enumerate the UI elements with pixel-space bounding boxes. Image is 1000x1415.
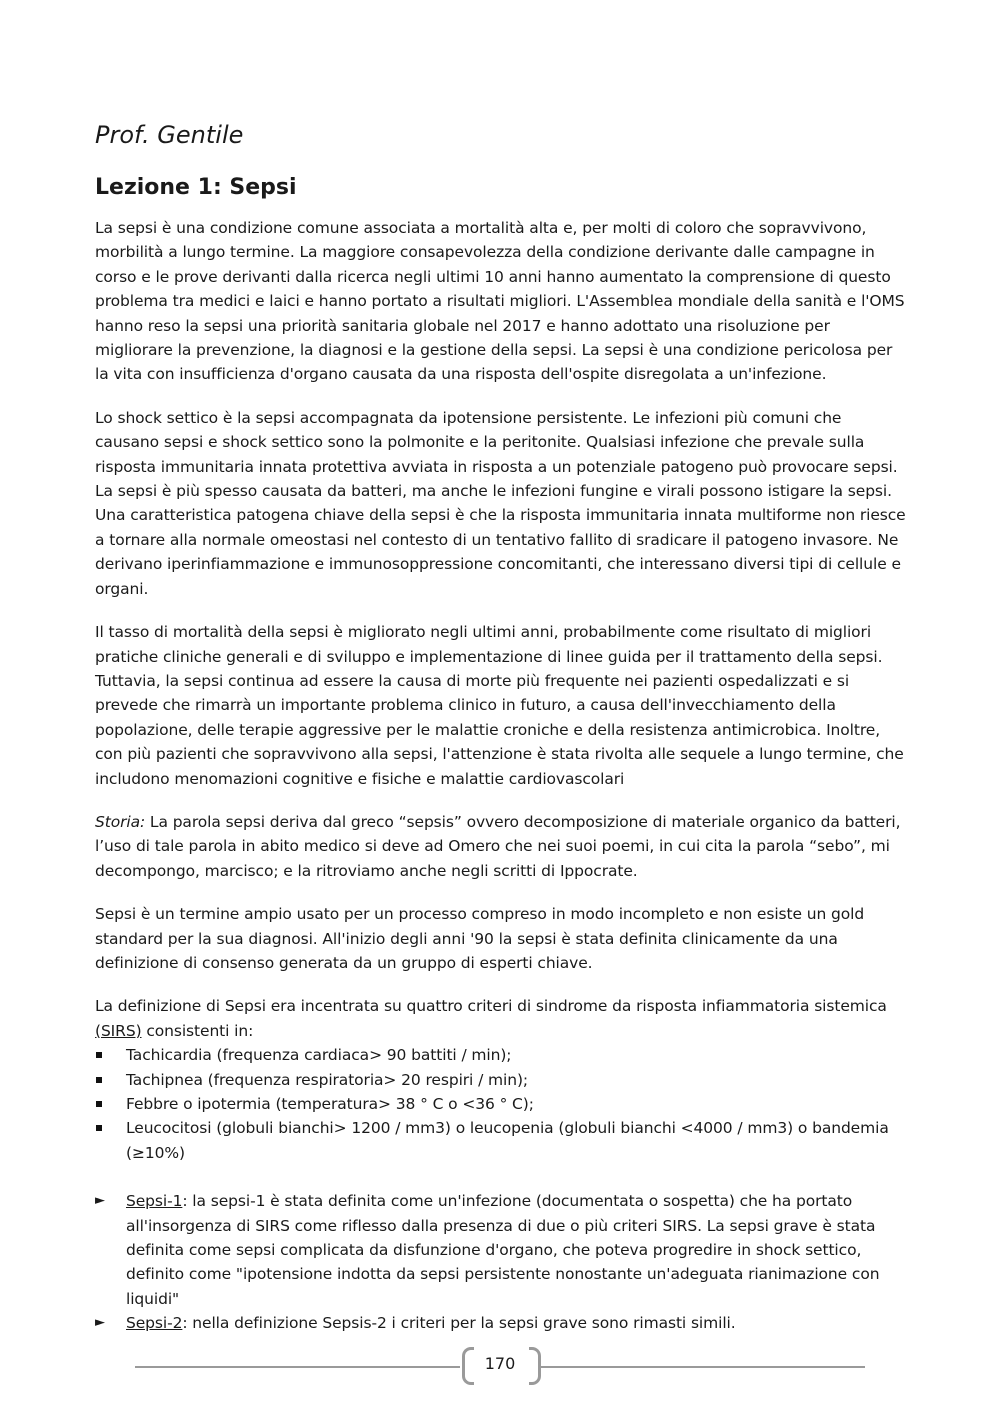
author-heading: Prof. Gentile xyxy=(95,121,244,149)
list-item xyxy=(95,1311,910,1335)
criterion-text: Tachicardia (frequenza cardiaca> 90 battiti / min); xyxy=(126,1046,512,1065)
paragraph-shock: Lo shock settico è la sepsi accompagnata da ipotensione persistente. Le infezioni più comuni che causano sepsi e shock settico sono la polmonite e la peritonite. Qualsiasi infezione che prevale sulla risposta immunitaria innata protettiva avviata in risposta a un potenziale patogeno può provocare sepsi. La sepsi è più spesso causata da batteri, ma anche le infezioni fungine e virali possono istigare la sepsi. Una caratteristica patogena chiave della sepsi è che la risposta immunitaria innata multiforme non riesce a tornare alla normale omeostasi nel contesto di un tentativo fallito di sradicare il patogeno invasore. Ne derivano iperinfiammazione e immunosoppressione concomitanti, che interessano diversi tipi di cellule e organi. xyxy=(95,408,906,598)
criterion-text: Leucocitosi (globuli bianchi> 1200 / mm3) o leucopenia (globuli bianchi <4000 / mm3) o bandemia (≥10%) xyxy=(126,1119,889,1162)
sepsis-definitions-list xyxy=(95,1189,910,1335)
square-bullet-icon xyxy=(96,1077,102,1083)
left-brace-icon xyxy=(462,1347,474,1385)
paragraph-sirs xyxy=(95,994,910,1043)
arrow-bullet-icon: ► xyxy=(95,1193,105,1209)
sirs-acronym: (SIRS) xyxy=(95,1021,142,1040)
list-item xyxy=(95,1189,910,1311)
list-item xyxy=(95,1043,910,1067)
square-bullet-icon xyxy=(96,1052,102,1058)
paragraph-history xyxy=(95,810,910,883)
paragraph-mortality: Il tasso di mortalità della sepsi è migliorato negli ultimi anni, probabilmente come risultato di migliori pratiche cliniche generali e di sviluppo e implementazione di linee guida per il trattamento della sepsi. Tuttavia, la sepsi continua ad essere la causa di morte più frequente nei pazienti ospedalizzati e si prevede che rimarrà un importante problema clinico in futuro, a causa dell'invecchiamento della popolazione, delle terapie aggressive per le malattie croniche e della resistenza antimicrobica. Inoltre, con più pazienti che sopravvivono alla sepsi, l'attenzione è stata rivolta alle sequele a lungo termine, che includono menomazioni cognitive e fisiche e malattie cardiovascolari xyxy=(95,623,904,788)
footer-rule-left xyxy=(135,1366,460,1368)
criterion-text: Febbre o ipotermia (temperatura> 38 ° C o <36 ° C); xyxy=(126,1095,534,1113)
list-item xyxy=(95,1116,910,1165)
paragraph-intro: La sepsi è una condizione comune associata a mortalità alta e, per molti di coloro che sopravvivono, morbilità a lungo termine. La maggiore consapevolezza della condizione derivante dalle campagne in corso e le prove derivanti dalla ricerca negli ultimi 10 anni hanno aumentato la comprensione di questo problema tra medici e laici e hanno portato a risultati migliori. L'Assemblea mondiale della sanità e l'OMS hanno reso la sepsi una priorità sanitaria globale nel 2017 e hanno adottato una risoluzione per migliorare la prevenzione, la diagnosi e la gestione della sepsi. La sepsi è una condizione pericolosa per la vita con insufficienza d'organo causata da una risposta dell'ospite disregolata a un'infezione. xyxy=(95,219,905,384)
definition-text: : nella definizione Sepsis-2 i criteri per la sepsi grave sono rimasti simili. xyxy=(182,1314,736,1333)
history-label: Storia: xyxy=(95,812,146,831)
lesson-title: Lezione 1: Sepsi xyxy=(95,175,297,200)
sirs-text-after: consistenti in: xyxy=(141,1021,254,1040)
page-content xyxy=(95,118,910,1336)
criterion-text: Tachipnea (frequenza respiratoria> 20 respiri / min); xyxy=(126,1070,529,1089)
history-text: La parola sepsi deriva dal greco “sepsis” ovvero decomposizione di materiale organico da batteri, l’uso di tale parola in abito medico si deve ad Omero che nei suoi poemi, in cui cita la parola “sebo”, mi decompongo, marcisco; e la ritroviamo anche negli scritti di Ippocrate. xyxy=(95,812,901,880)
definition-term: Sepsi-2 xyxy=(126,1314,183,1333)
arrow-bullet-icon: ► xyxy=(95,1315,105,1331)
sirs-text-before: La definizione di Sepsi era incentrata su quattro criteri di sindrome da risposta infiammatoria sistemica xyxy=(95,997,887,1016)
sirs-criteria-list xyxy=(95,1043,910,1165)
square-bullet-icon xyxy=(96,1101,102,1107)
list-item xyxy=(95,1068,910,1092)
square-bullet-icon xyxy=(96,1125,102,1131)
page-footer xyxy=(135,1347,865,1387)
footer-rule-right xyxy=(540,1366,865,1368)
page-number: 170 xyxy=(484,1354,516,1373)
paragraph-definition: Sepsi è un termine ampio usato per un processo compreso in modo incompleto e non esiste un gold standard per la sua diagnosi. All'inizio degli anni '90 la sepsi è stata definita clinicamente da una definizione di consenso generata da un gruppo di esperti chiave. xyxy=(95,905,865,972)
definition-term: Sepsi-1 xyxy=(126,1192,183,1211)
definition-text: : la sepsi-1 è stata definita come un'infezione (documentata o sospetta) che ha portato all'insorgenza di SIRS come riflesso dalla presenza di due o più criteri SIRS. La sepsi grave è stata definita come sepsi complicata da disfunzione d'organo, che poteva progredire in shock settico, definito come "ipotensione indotta da sepsi persistente nonostante un'adeguata rianimazione con liquidi" xyxy=(126,1192,880,1308)
list-item xyxy=(95,1092,910,1116)
